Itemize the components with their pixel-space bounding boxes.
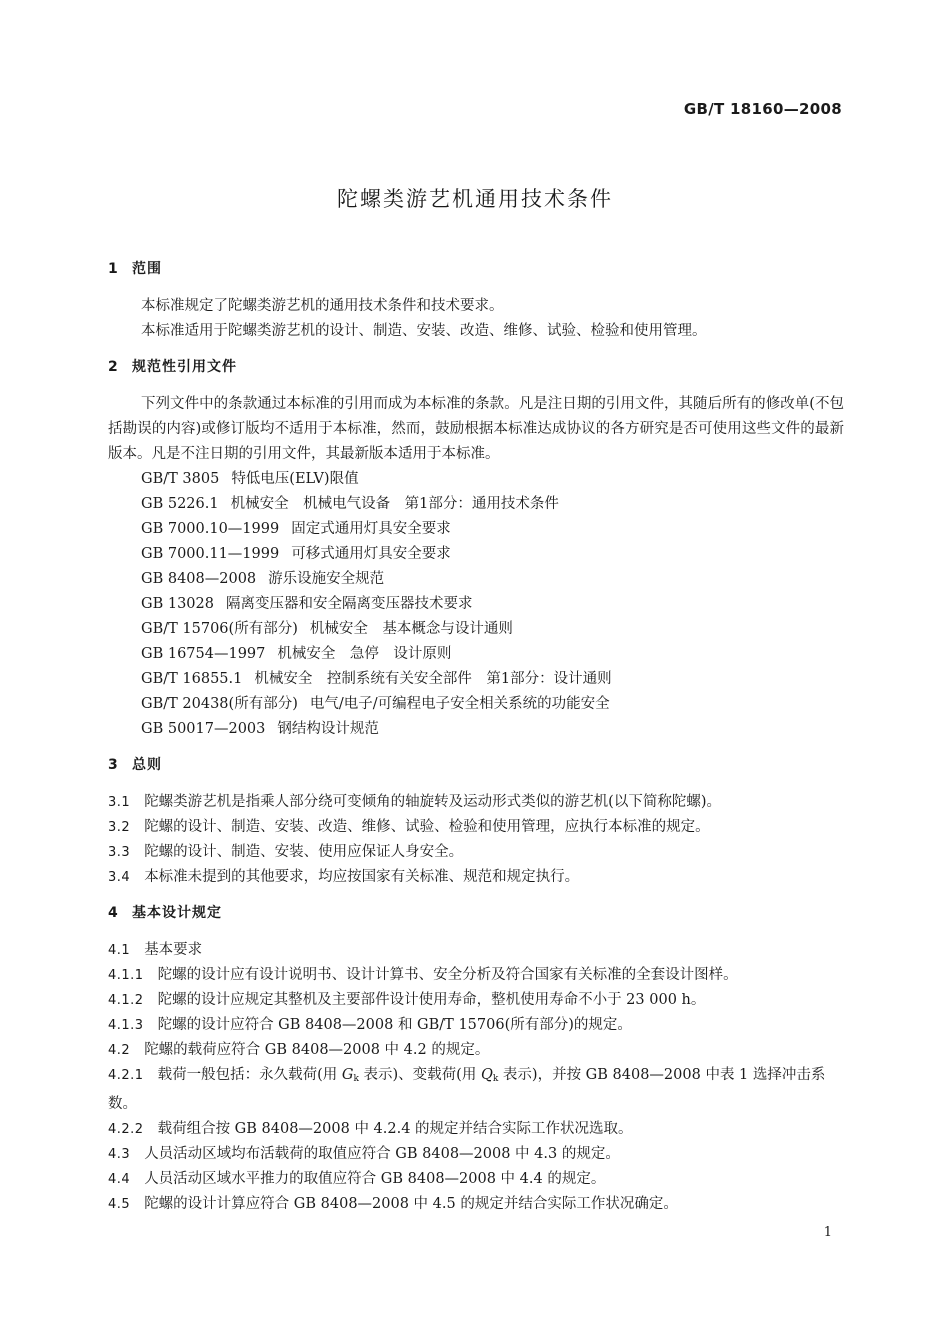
document-title: 陀螺类游艺机通用技术条件 xyxy=(337,187,613,211)
reference-title: 固定式通用灯具安全要求 xyxy=(291,521,451,537)
reference-list xyxy=(108,467,844,742)
reference-item xyxy=(108,642,844,667)
clause xyxy=(108,1063,844,1117)
reference-title: 隔离变压器和安全隔离变压器技术要求 xyxy=(225,596,473,612)
clause-number: 3.3 xyxy=(108,845,131,860)
reference-title: 特低电压(ELV)限值 xyxy=(231,471,359,487)
clause xyxy=(108,790,844,815)
clause-text: 陀螺的设计、制造、安装、改造、维修、试验、检验和使用管理，应执行本标准的规定。 xyxy=(144,819,710,835)
reference-code: GB/T 3805 xyxy=(141,471,220,487)
clause-text: 载荷一般包括：永久载荷(用 xyxy=(157,1067,342,1083)
clause-text: 人员活动区域均布活载荷的取值应符合 GB 8408—2008 中 4.3 的规定。 xyxy=(144,1146,620,1162)
paragraph: 本标准规定了陀螺类游艺机的通用技术条件和技术要求。 xyxy=(141,298,504,314)
clause xyxy=(108,815,844,840)
clause-text: 载荷组合按 GB 8408—2008 中 4.2.4 的规定并结合实际工作状况选取。 xyxy=(157,1121,633,1137)
symbol-g: G xyxy=(341,1067,354,1083)
standard-code: GB/T 18160—2008 xyxy=(683,100,842,118)
clause-text: 陀螺的设计应规定其整机及主要部件设计使用寿命，整机使用寿命不小于 23 000 h。 xyxy=(157,992,706,1008)
clause xyxy=(108,988,844,1013)
reference-title: 钢结构设计规范 xyxy=(277,721,379,737)
reference-code: GB/T 16855.1 xyxy=(141,671,243,687)
clause xyxy=(108,1013,844,1038)
clause xyxy=(108,1167,844,1192)
clause-number: 4.1.1 xyxy=(108,968,144,983)
reference-title: 机械安全 急停 设计原则 xyxy=(277,646,452,662)
reference-item xyxy=(108,617,844,642)
reference-title: 机械安全 机械电气设备 第1部分：通用技术条件 xyxy=(230,496,559,512)
clause-number: 3.2 xyxy=(108,820,131,835)
reference-title: 游乐设施安全规范 xyxy=(268,571,385,587)
reference-item xyxy=(108,467,844,492)
clause-text: 本标准未提到的其他要求，均应按国家有关标准、规范和规定执行。 xyxy=(144,869,580,885)
clause-text: 表示)、变载荷(用 xyxy=(358,1067,481,1083)
section-number: 1 xyxy=(108,261,119,277)
reference-title: 机械安全 基本概念与设计通则 xyxy=(309,621,513,637)
reference-code: GB 50017—2003 xyxy=(141,721,266,737)
page-number: 1 xyxy=(823,1225,832,1240)
clause-number: 4.2.1 xyxy=(108,1068,144,1083)
section-number: 4 xyxy=(108,905,119,921)
clause-number: 4.1 xyxy=(108,943,131,958)
clause-text: 基本要求 xyxy=(144,942,203,958)
clause-number: 4.3 xyxy=(108,1147,131,1162)
clause-number: 4.2.2 xyxy=(108,1122,144,1137)
section-number: 2 xyxy=(108,359,119,375)
section-4-heading xyxy=(108,902,844,924)
reference-title: 可移式通用灯具安全要求 xyxy=(291,546,451,562)
clause xyxy=(108,1117,844,1142)
clause xyxy=(108,1192,844,1217)
section-number: 3 xyxy=(108,757,119,773)
symbol-q: Q xyxy=(480,1067,493,1083)
clause-number: 4.1.3 xyxy=(108,1018,144,1033)
reference-item xyxy=(108,542,844,567)
reference-code: GB 7000.10—1999 xyxy=(141,521,280,537)
section-title: 基本设计规定 xyxy=(132,905,222,921)
reference-item xyxy=(108,592,844,617)
clause-number: 3.1 xyxy=(108,795,131,810)
paragraph: 下列文件中的条款通过本标准的引用而成为本标准的条款。凡是注日期的引用文件，其随后所有的修改单(不包括勘误的内容)或修订版均不适用于本标准，然而，鼓励根据本标准达成协议的各方研究是否可使用这些文件的最新版本。凡是不注日期的引用文件，其最新版本适用于本标准。 xyxy=(108,396,844,462)
reference-code: GB 13028 xyxy=(141,596,214,612)
clause xyxy=(108,938,844,963)
clause-number: 4.1.2 xyxy=(108,993,144,1008)
clause-text: 陀螺的载荷应符合 GB 8408—2008 中 4.2 的规定。 xyxy=(144,1042,490,1058)
clause-text: 陀螺的设计应符合 GB 8408—2008 和 GB/T 15706(所有部分)的规定。 xyxy=(157,1017,632,1033)
clause-text: 陀螺的设计、制造、安装、使用应保证人身安全。 xyxy=(144,844,464,860)
reference-code: GB 8408—2008 xyxy=(141,571,257,587)
reference-item xyxy=(108,492,844,517)
section-title: 范围 xyxy=(132,261,162,277)
reference-code: GB 5226.1 xyxy=(141,496,219,512)
reference-code: GB 7000.11—1999 xyxy=(141,546,280,562)
section-title: 总则 xyxy=(132,757,162,773)
clause xyxy=(108,865,844,890)
paragraph: 本标准适用于陀螺类游艺机的设计、制造、安装、改造、维修、试验、检验和使用管理。 xyxy=(141,323,707,339)
clause-number: 3.4 xyxy=(108,870,131,885)
clause-number: 4.5 xyxy=(108,1197,131,1212)
reference-title: 机械安全 控制系统有关安全部件 第1部分：设计通则 xyxy=(254,671,612,687)
reference-code: GB/T 15706(所有部分) xyxy=(141,621,298,637)
symbol-subscript: k xyxy=(492,1074,499,1084)
section-1-heading xyxy=(108,258,844,280)
clause xyxy=(108,963,844,988)
reference-item xyxy=(108,667,844,692)
reference-code: GB 16754—1997 xyxy=(141,646,266,662)
clause-text: 人员活动区域水平推力的取值应符合 GB 8408—2008 中 4.4 的规定。 xyxy=(144,1171,606,1187)
clause-text: 表示)，并按 GB 8408—2008 中表 1 选择冲击系数。 xyxy=(108,1067,826,1112)
reference-item xyxy=(108,692,844,717)
reference-code: GB/T 20438(所有部分) xyxy=(141,696,298,712)
document-body xyxy=(108,258,844,1217)
clause xyxy=(108,1038,844,1063)
section-3-heading xyxy=(108,754,844,776)
clause-number: 4.4 xyxy=(108,1172,131,1187)
reference-title: 电气/电子/可编程电子安全相关系统的功能安全 xyxy=(309,696,610,712)
symbol-subscript: k xyxy=(353,1074,359,1084)
clause-text: 陀螺类游艺机是指乘人部分绕可变倾角的轴旋转及运动形式类似的游艺机(以下简称陀螺)。 xyxy=(144,794,721,810)
clause-number: 4.2 xyxy=(108,1043,131,1058)
clause-text: 陀螺的设计计算应符合 GB 8408—2008 中 4.5 的规定并结合实际工作状况确定。 xyxy=(144,1196,678,1212)
reference-item xyxy=(108,717,844,742)
clause xyxy=(108,840,844,865)
section-title: 规范性引用文件 xyxy=(132,359,237,375)
clause-text: 陀螺的设计应有设计说明书、设计计算书、安全分析及符合国家有关标准的全套设计图样。 xyxy=(157,967,738,983)
reference-item xyxy=(108,567,844,592)
clause xyxy=(108,1142,844,1167)
reference-item xyxy=(108,517,844,542)
section-2-heading xyxy=(108,356,844,378)
